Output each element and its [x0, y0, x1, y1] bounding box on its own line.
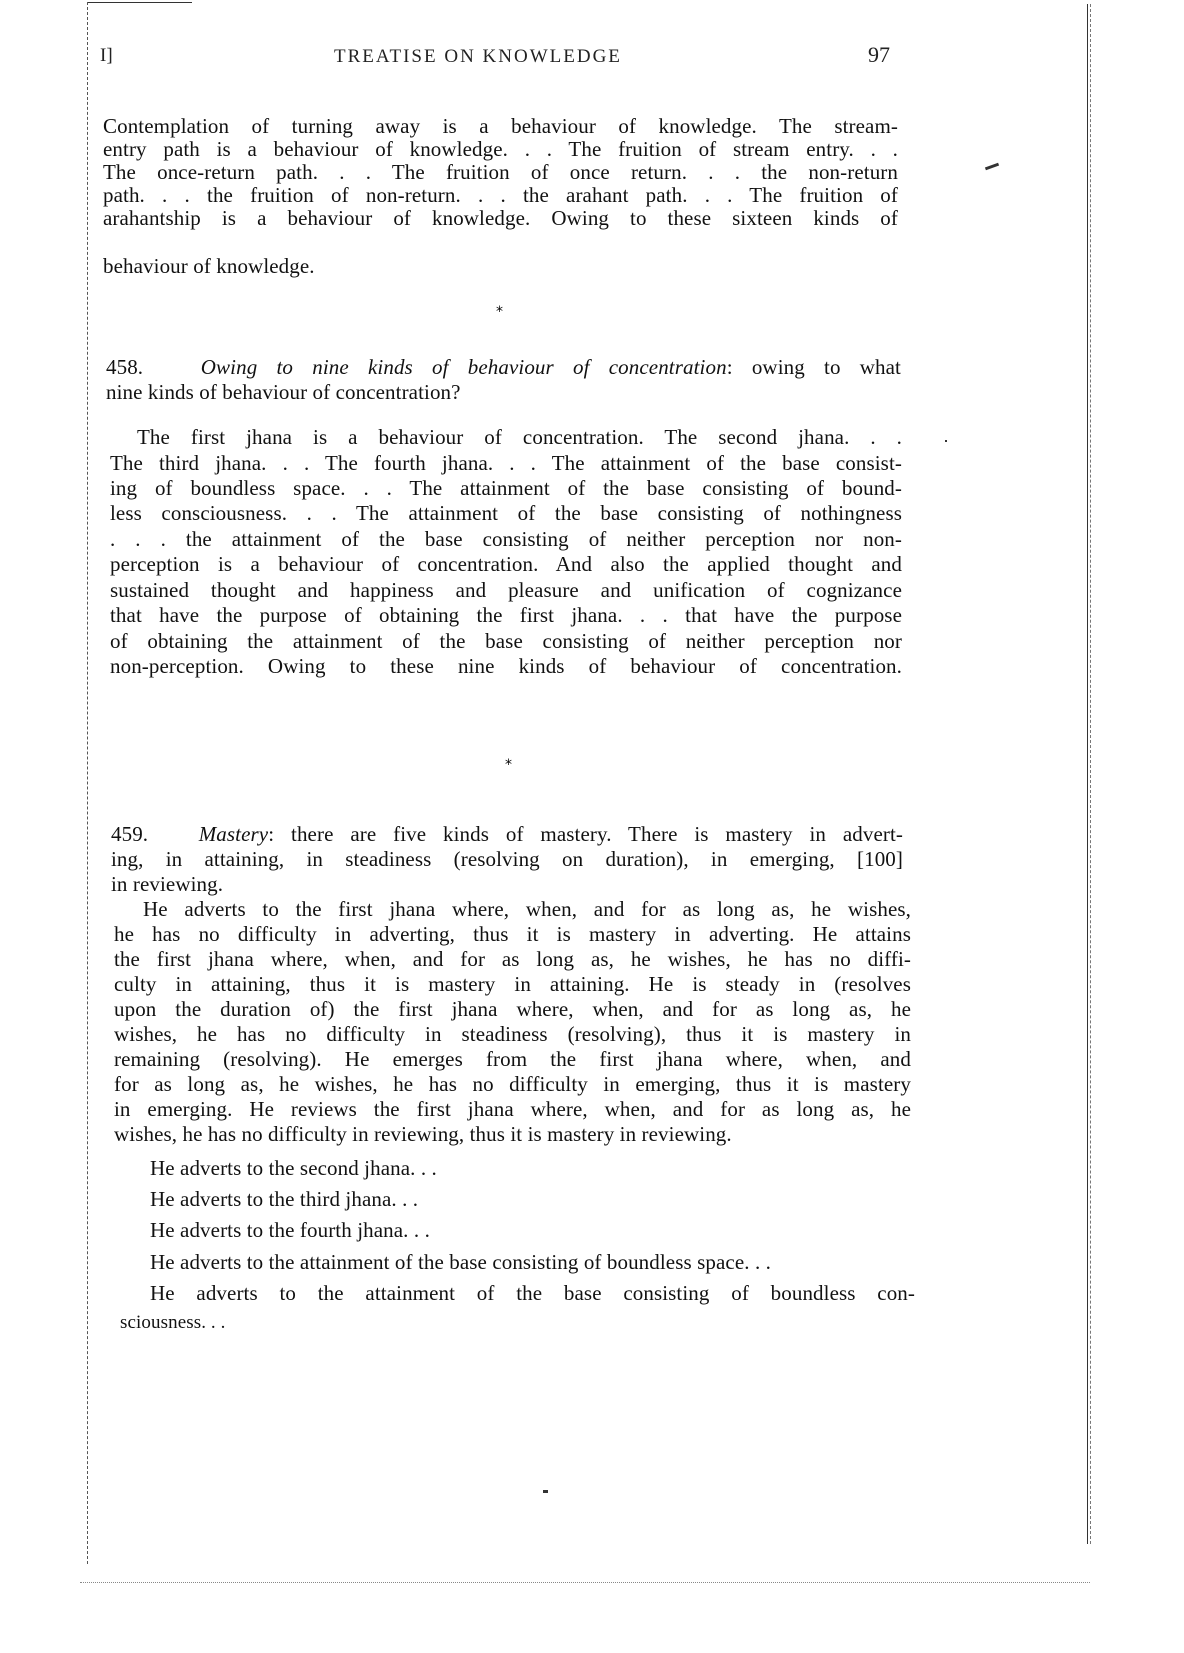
- text-line: less consciousness. . . The attainment of the base consisting of nothingness: [110, 501, 902, 525]
- section-number: 459.: [111, 822, 149, 846]
- text-line: upon the duration of) the first jhana where, when, and for as long as, he: [114, 997, 911, 1021]
- page-top-edge: [88, 2, 192, 3]
- text-line: nine kinds of behaviour of concentration?: [106, 380, 461, 404]
- text-line: path. . . the fruition of non-return. . . the arahant path. . . The fruition of: [103, 183, 898, 207]
- text-line: the first jhana where, when, and for as long as, he wishes, he has no diffi-: [114, 947, 911, 971]
- text-line: of obtaining the attainment of the base consisting of neither perception nor: [110, 629, 902, 653]
- text-line: Contemplation of turning away is a behaviour of knowledge. The stream-: [103, 114, 898, 138]
- list-line: He adverts to the attainment of the base consisting of boundless space. . .: [150, 1250, 772, 1274]
- page-right-edge: [1087, 4, 1091, 1544]
- text-line: ing of boundless space. . . The attainment of the base consisting of bound-: [110, 476, 902, 500]
- section-title: Owing to nine kinds of behaviour of concentration: [200, 355, 727, 379]
- text-line: in reviewing.: [111, 872, 224, 896]
- text-line: sustained thought and happiness and pleasure and unification of cognizance: [110, 578, 902, 602]
- section-title-rest: : owing to what: [726, 355, 901, 379]
- text-line: he has no difficulty in adverting, thus it is mastery in adverting. He attains: [114, 922, 911, 946]
- text-line: behaviour of knowledge.: [103, 254, 315, 278]
- section-separator: *: [505, 757, 512, 773]
- text-line: perception is a behaviour of concentration. And also the applied thought and: [110, 552, 902, 576]
- text-line: that have the purpose of obtaining the first jhana. . . that have the purpose: [110, 603, 902, 627]
- list-line: He adverts to the third jhana. . .: [150, 1187, 419, 1211]
- text-line: non-perception. Owing to these nine kinds of behaviour of concentration.: [110, 654, 902, 678]
- page-number: 97: [868, 42, 890, 67]
- text-line: wishes, he has no difficulty in steadiness (resolving), thus it is mastery in: [114, 1022, 911, 1046]
- text-line: remaining (resolving). He emerges from the first jhana where, when, and: [114, 1047, 911, 1071]
- section-separator: *: [496, 304, 503, 320]
- list-line: He adverts to the attainment of the base consisting of boundless con-: [150, 1281, 915, 1305]
- list-line: He adverts to the fourth jhana. . .: [150, 1218, 430, 1242]
- text-line: for as long as, he wishes, he has no difficulty in emerging, thus it is mastery: [114, 1072, 911, 1096]
- text-line: culty in attaining, thus it is mastery in attaining. He is steady in (resolves: [114, 972, 911, 996]
- text-line: The third jhana. . . The fourth jhana. . . The attainment of the base consist-: [110, 451, 902, 475]
- text-line: The first jhana is a behaviour of concentration. The second jhana. . .: [137, 425, 902, 449]
- text-line: wishes, he has no difficulty in reviewing, thus it is mastery in reviewing.: [114, 1122, 732, 1146]
- running-title: TREATISE ON KNOWLEDGE: [334, 46, 622, 67]
- section-459-heading: [111, 822, 903, 847]
- section-458-heading: [106, 355, 901, 380]
- text-line: The once-return path. . . The fruition of once return. . . the non-return: [103, 160, 898, 184]
- scan-artifact: [945, 440, 947, 442]
- text-line: . . . the attainment of the base consisting of neither perception nor non-: [110, 527, 902, 551]
- header-left-marker: I]: [100, 45, 113, 66]
- list-line: He adverts to the second jhana. . .: [150, 1156, 437, 1180]
- page-left-edge: [87, 2, 89, 1564]
- text-line: sciousness. . .: [120, 1312, 226, 1333]
- section-title-rest: : there are five kinds of mastery. There is mastery in advert-: [268, 822, 903, 846]
- section-title: Mastery: [198, 822, 269, 846]
- text-line: He adverts to the first jhana where, when, and for as long as, he wishes,: [143, 897, 911, 921]
- page-bottom-edge: [80, 1582, 1090, 1583]
- text-line: in emerging. He reviews the first jhana where, when, and for as long as, he: [114, 1097, 911, 1121]
- text-line: ing, in attaining, in steadiness (resolving on duration), in emerging, [100]: [111, 847, 903, 871]
- text-line: entry path is a behaviour of knowledge. . . The fruition of stream entry. . .: [103, 137, 898, 161]
- section-number: 458.: [106, 355, 144, 379]
- scan-artifact: [985, 163, 999, 171]
- text-line: arahantship is a behaviour of knowledge. Owing to these sixteen kinds of: [103, 206, 898, 230]
- scan-artifact: [543, 1490, 548, 1493]
